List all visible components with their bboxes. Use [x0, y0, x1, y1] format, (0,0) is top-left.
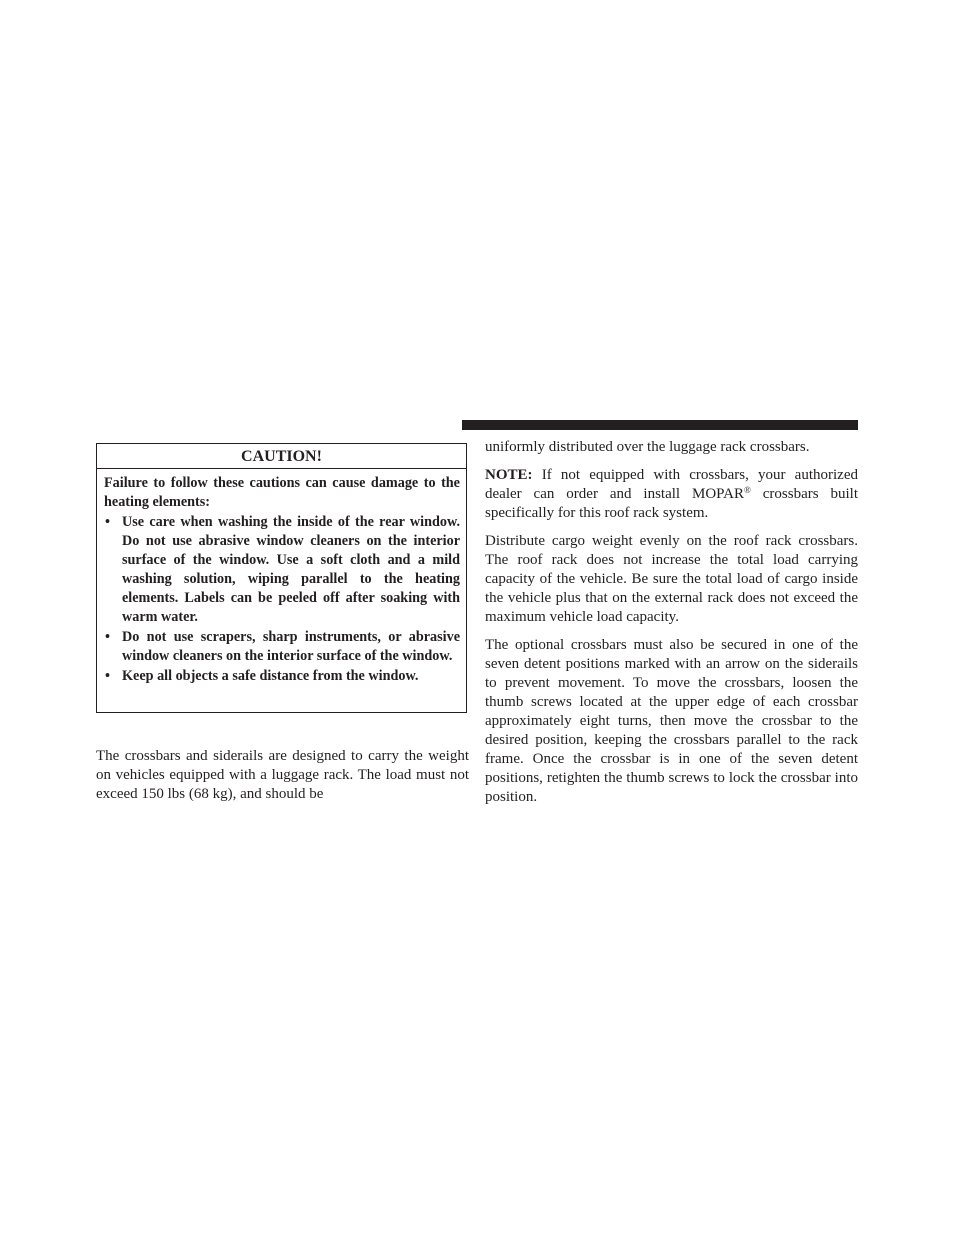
section-header-bar — [462, 420, 858, 430]
caution-item-text: Use care when washing the inside of the rear window. Do not use abrasive window cleaners on the interior surface of the window. Use a soft cloth and a mild washing solution, wiping parallel to the heating elements. Labels can be peeled off after soaking with warm water. — [122, 514, 460, 625]
caution-intro: Failure to follow these cautions can cause damage to the heating elements: — [104, 475, 460, 510]
note-label: NOTE: — [485, 467, 533, 483]
note-text-end: crossbars built specifically for this roof rack system. — [485, 486, 858, 521]
caution-item — [104, 667, 460, 686]
caution-item-text: Do not use scrapers, sharp instruments, or abrasive window cleaners on the interior surface of the window. — [122, 629, 460, 664]
crossbar-detent-paragraph: The optional crossbars must also be secured in one of the seven detent positions marked with an arrow on the siderails to prevent movement. To move the crossbars, loosen the thumb screws located at the upper edge of each crossbar approximately eight turns, then move the crossbar to the desired position, keeping the crossbars parallel to the rack frame. Once the crossbar is in one of the seven detent positions, retighten the thumb screws to lock the crossbar into position. — [485, 637, 858, 805]
right-column — [485, 438, 858, 816]
bullet-icon: • — [105, 668, 110, 684]
note-paragraph — [485, 466, 858, 523]
caution-box — [96, 443, 467, 713]
continuation-paragraph: uniformly distributed over the luggage rack crossbars. — [485, 439, 810, 455]
caution-item-text: Keep all objects a safe distance from the window. — [122, 668, 419, 684]
note-text: If not equipped with crossbars, your authorized dealer can order and install MOPAR — [485, 467, 858, 502]
bullet-icon: • — [105, 629, 110, 645]
caution-body — [97, 469, 466, 686]
caution-list — [104, 513, 460, 686]
distribute-cargo-paragraph: Distribute cargo weight evenly on the roof rack crossbars. The roof rack does not increase the total load carrying capacity of the vehicle. Be sure the total load of cargo inside the vehicle plus that on the external rack does not exceed the maximum vehicle load capacity. — [485, 533, 858, 625]
caution-title: CAUTION! — [97, 444, 466, 469]
bullet-icon: • — [105, 514, 110, 530]
registered-mark: ® — [743, 485, 751, 495]
crossbars-paragraph: The crossbars and siderails are designed to carry the weight on vehicles equipped with a luggage rack. The load must not exceed 150 lbs (68 kg), and should be — [96, 748, 469, 802]
caution-item — [104, 628, 460, 666]
caution-item — [104, 513, 460, 627]
